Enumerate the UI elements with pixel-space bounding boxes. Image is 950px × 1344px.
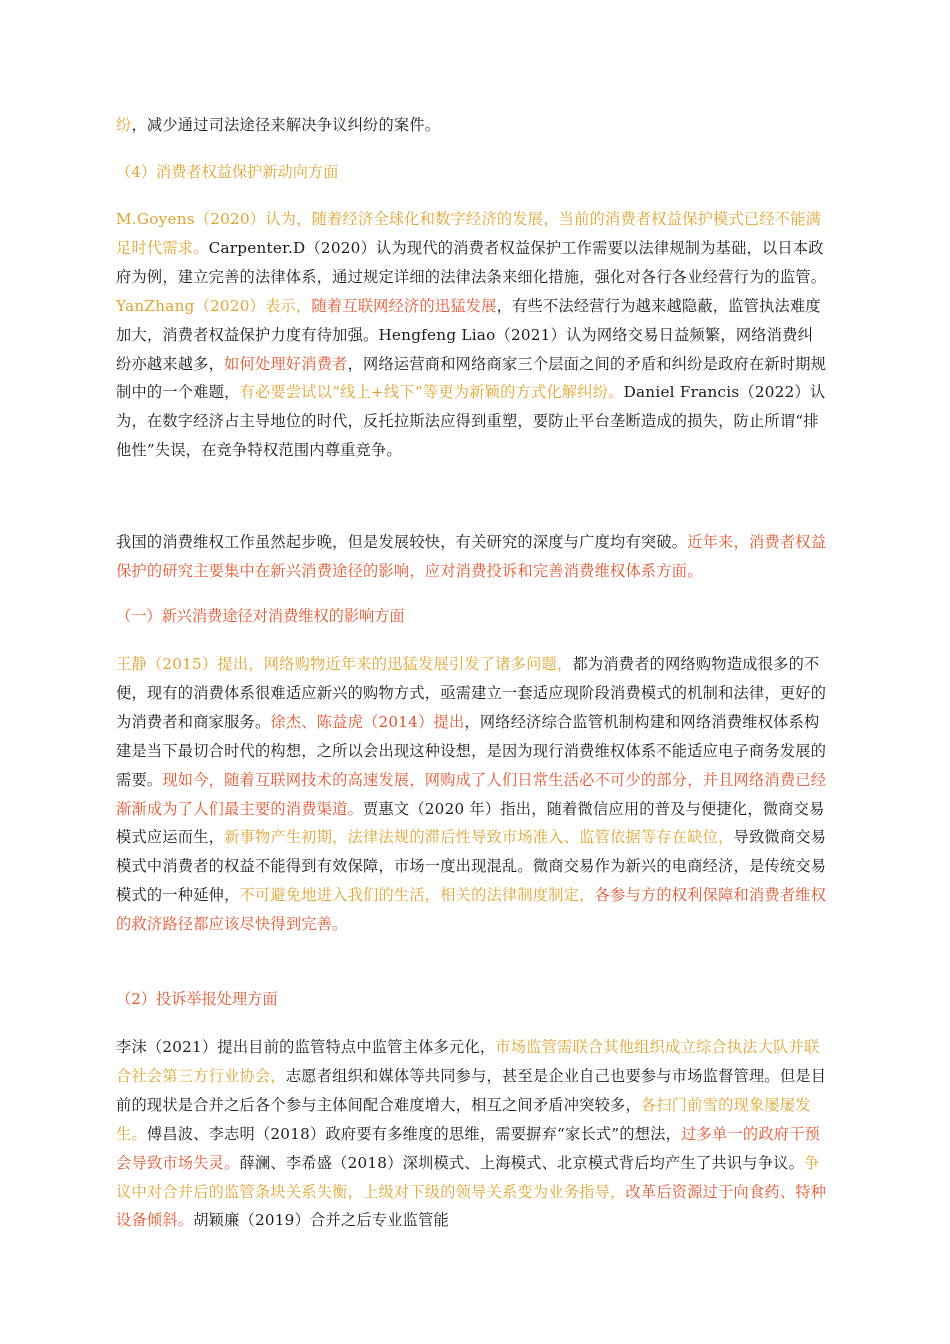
paragraph-domestic-intro <box>116 528 828 586</box>
text-run: 随着互联网经济的迅猛发展 <box>311 296 497 315</box>
text-run: 傅昌波、李志明（2018）政府要有多维度的思维，需要摒弃“家长式”的想法， <box>146 1124 682 1143</box>
text-run: YanZhang（2020）表示， <box>116 296 312 315</box>
text-run: ，有些不法经营行为越来越隐蔽，监管执法难度加大，消费者权益保护力度有待加强。Hengfeng Liao（2021）认为网络交易日益频繁，网络消费纠纷亦越来越多， <box>116 296 821 373</box>
paragraph-new-consumption <box>116 650 828 939</box>
paragraph-foreign-research <box>116 205 828 465</box>
text-run: 有必要尝试以“线上+线下”等更为新颖的方式化解纠纷。 <box>239 383 624 402</box>
text-run: 我国的消费维权工作虽然起步晚，但是发展较快，有关研究的深度与广度均有突破。 <box>116 533 688 551</box>
text-run: ，减少通过司法途径来解决争议纠纷的案件。 <box>131 116 441 134</box>
text-run: （4）消费者权益保护新动向方面 <box>116 163 339 181</box>
text-run: 如何处理好消费者 <box>224 354 348 373</box>
text-run: 徐杰、陈益虎（2014）提出 <box>270 712 465 731</box>
text-run: 各参与方的权利保障和消费者维权的救济路径都应该尽快得到完善。 <box>116 886 827 934</box>
text-run: 各扫门前雪的现象屡屡发生。 <box>116 1095 811 1143</box>
paragraph-complaints <box>116 1033 828 1235</box>
text-run: 胡颖廉（2019）合并之后专业监管能 <box>193 1211 449 1230</box>
paragraph-continuation <box>116 111 828 140</box>
text-run: ，网络经济综合监管机制构建和网络消费维权体系构建是当下最切合时代的构想，之所以会出现这种设想，是因为现行消费维权体系不能适应电子商务发展的需要。 <box>116 712 827 789</box>
text-run: 市场监管需联合其他组织成立综合执法大队并联合社会第三方行业协会， <box>116 1038 820 1085</box>
text-run: 不可避免地进入我们的生活，相关的法律制度制定， <box>239 886 595 905</box>
text-run: （一）新兴消费途径对消费维权的影响方面 <box>116 607 405 625</box>
text-run: 新事物产生初期，法律法规的滞后性导致市场准入、监管依据等存在缺位， <box>224 828 734 847</box>
text-run: 王静（2015）提出，网络购物近年来的迅猛发展引发了诸多问题， <box>116 655 573 673</box>
text-run: 纷 <box>116 116 132 134</box>
text-run: ，网络运营商和网络商家三个层面之间的矛盾和纠纷是政府在新时期规制中的一个难题， <box>116 354 827 402</box>
text-run: 都为消费者的网络购物造成很多的不便，现有的消费体系很难适应新兴的购物方式，亟需建立一套适应现阶段消费模式的机制和法律，更好的为消费者和商家服务。 <box>116 655 827 731</box>
text-run: 现如今，随着互联网技术的高速发展，网购成了人们日常生活必不可少的部分，并且网络消费已经渐渐成为了人们最主要的消费渠道。 <box>116 770 827 818</box>
section-heading-2 <box>116 985 278 1014</box>
text-run: 志愿者组织和媒体等共同参与，甚至是企业自己也要参与市场监督管理。但是目前的现状是合并之后各个参与主体间配合难度增大，相互之间矛盾冲突较多， <box>116 1066 827 1114</box>
text-run: 争议中对合并后的监管条块关系失衡，上级对下级的领导关系变为业务指导， <box>116 1153 820 1201</box>
text-run: 薛澜、李希盛（2018）深圳模式、上海模式、北京模式背后均产生了共识与争议。 <box>239 1153 805 1172</box>
text-run: 改革后资源过于向食药、特种设备倾斜。 <box>116 1182 827 1230</box>
text-run: M.Goyens（2020）认为，随着经济全球化和数字经济的发展，当前的消费者权益保护模式已经不能满足时代需求。 <box>116 210 822 257</box>
section-heading-1 <box>116 602 405 631</box>
text-run: 贾惠文（2020 年）指出，随着微信应用的普及与便捷化，微商交易模式应运而生， <box>116 799 825 847</box>
text-run: 李沫（2021）提出目前的监管特点中监管主体多元化， <box>116 1038 496 1056</box>
text-run: （2）投诉举报处理方面 <box>116 990 278 1008</box>
text-run: Carpenter.D（2020）认为现代的消费者权益保护工作需要以法律规制为基础，以日本政府为例，建立完善的法律体系，通过规定详细的法律法条来细化措施，强化对各行各业经营行为的监管。 <box>116 238 827 286</box>
text-run: 导致微商交易模式中消费者的权益不能得到有效保障，市场一度出现混乱。微商交易作为新兴的电商经济，是传统交易模式的一种延伸， <box>116 828 827 905</box>
text-run: 过多单一的政府干预会导致市场失灵。 <box>116 1124 821 1172</box>
section-heading-4 <box>116 158 338 187</box>
text-run: 近年来，消费者权益保护的研究主要集中在新兴消费途径的影响，应对消费投诉和完善消费维权体系方面。 <box>116 533 827 580</box>
text-run: Daniel Francis（2022）认为，在数字经济占主导地位的时代，反托拉斯法应得到重塑，要防止平台垄断造成的损失，防止所谓“排他性”失误，在竞争特权范围内尊重竞争。 <box>116 383 826 460</box>
